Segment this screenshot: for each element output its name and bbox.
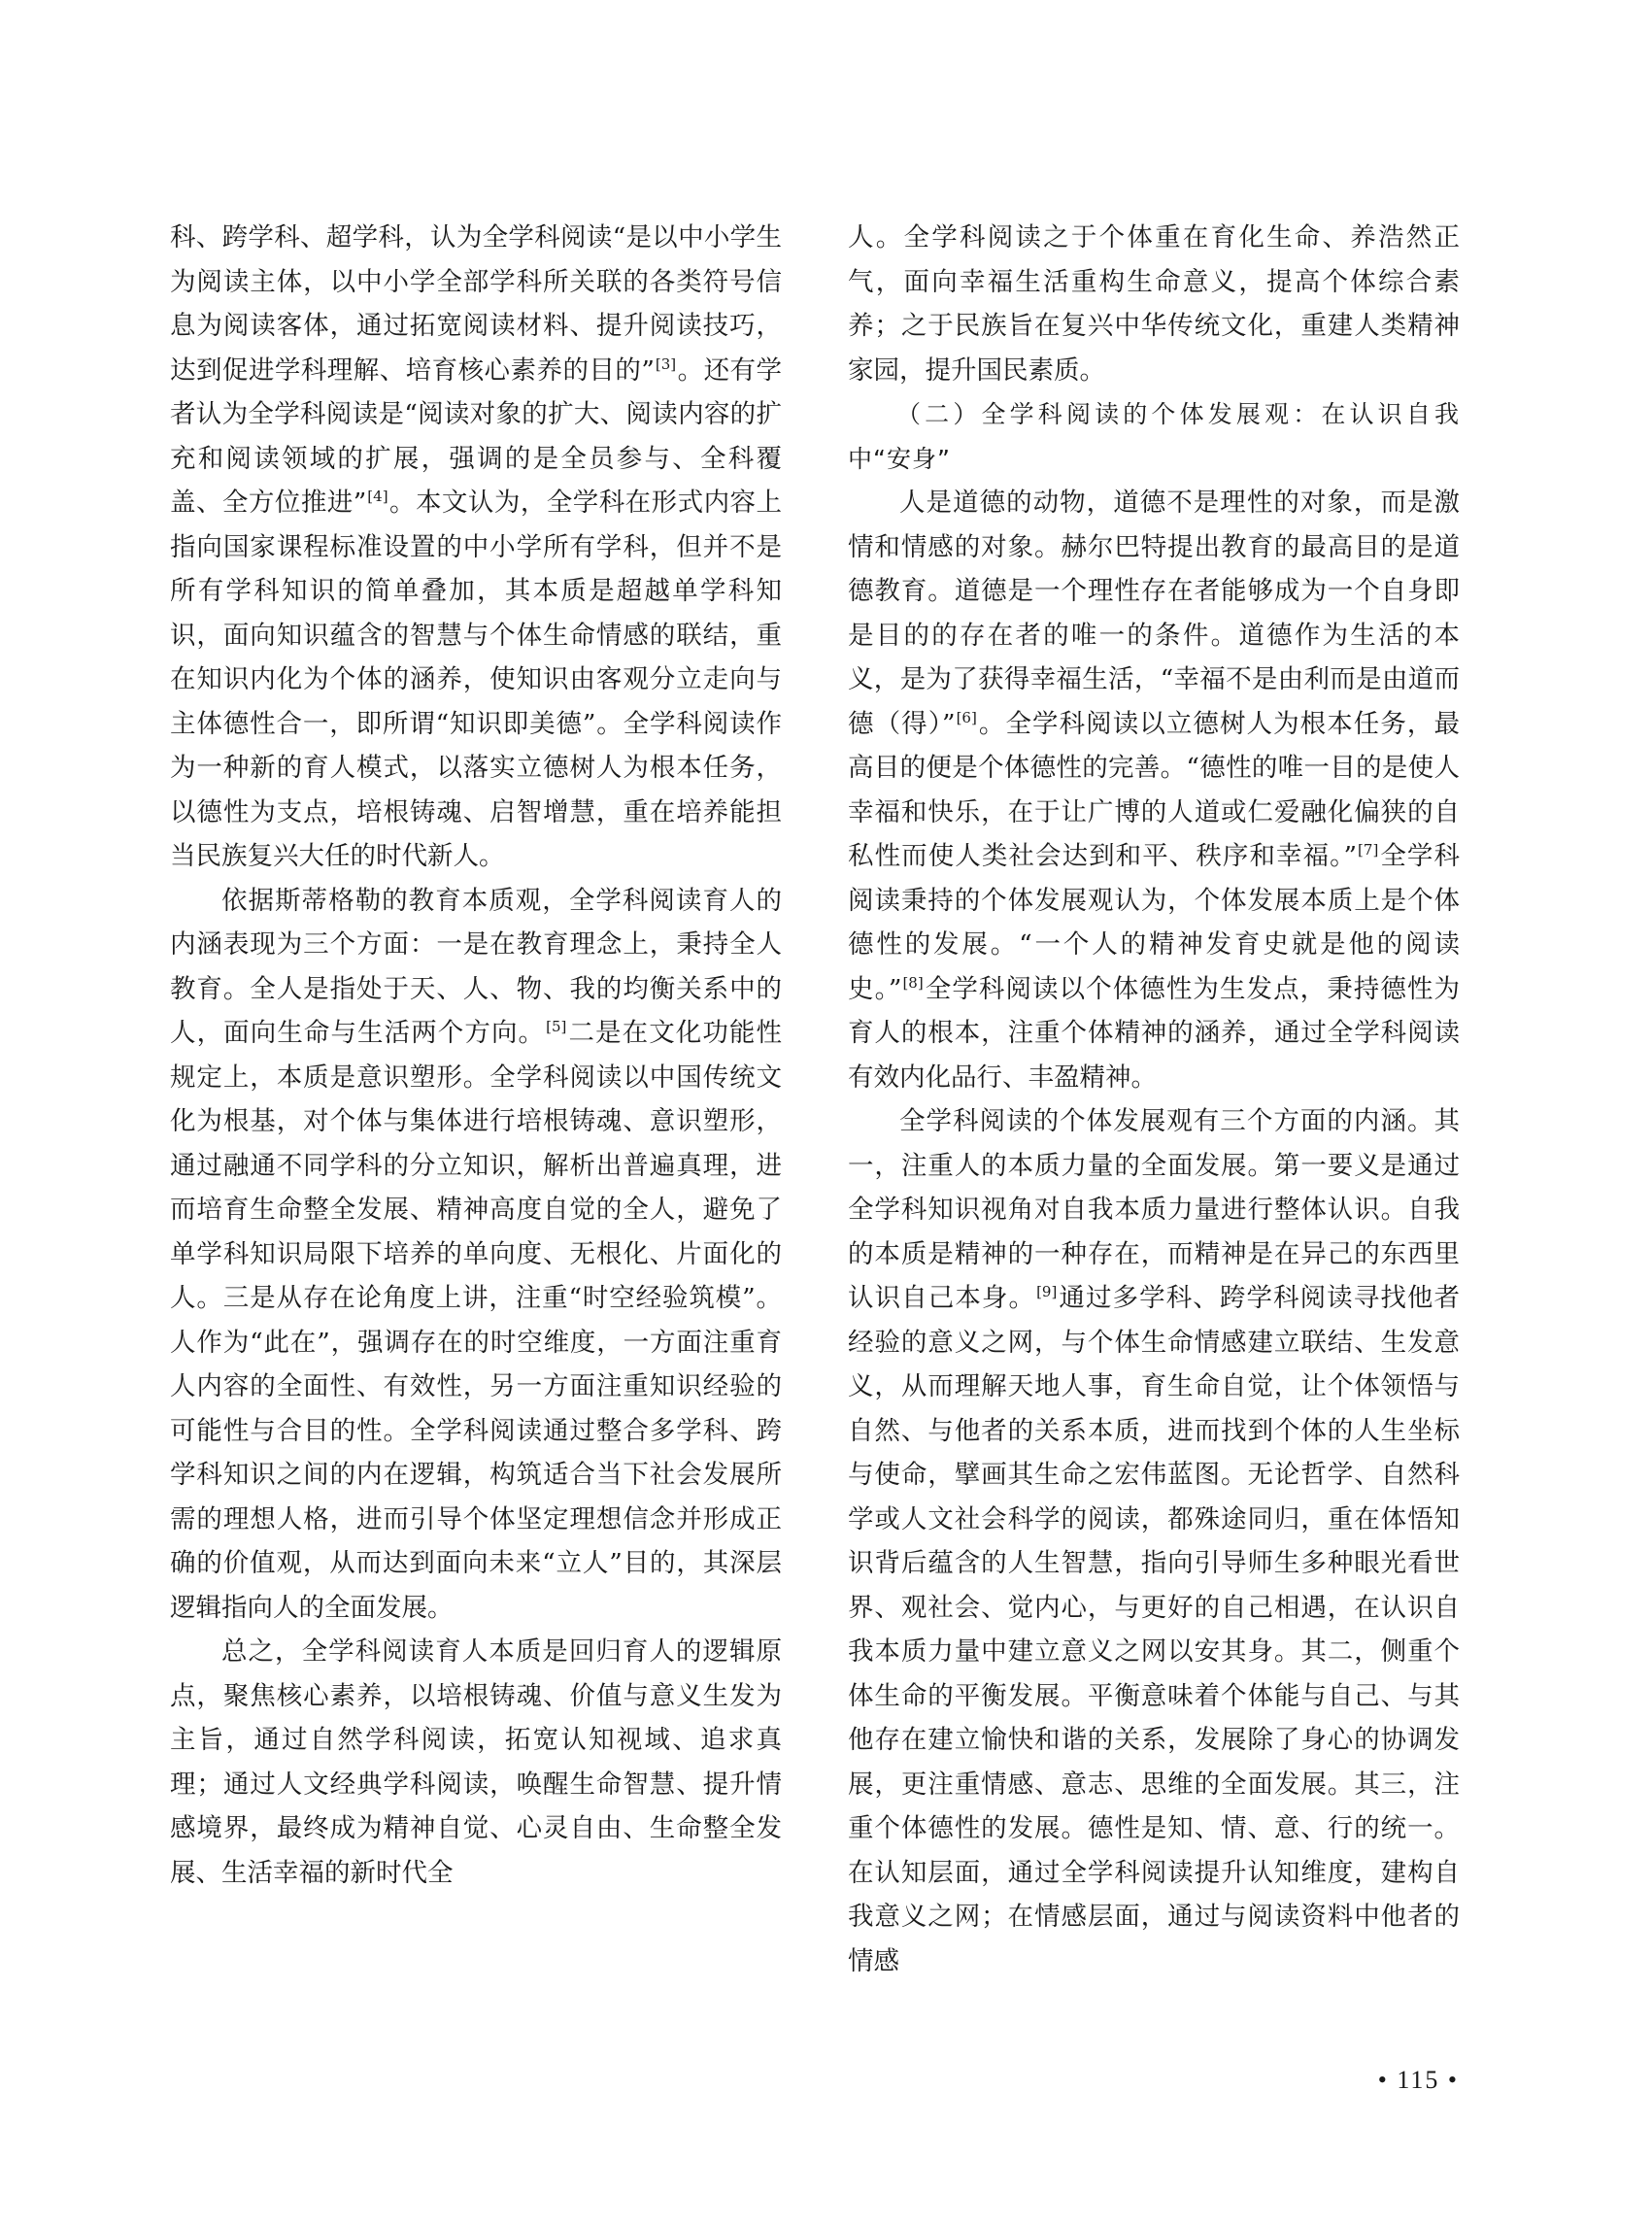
page-number: • 115 • xyxy=(1377,2066,1459,2094)
paragraph: 科、跨学科、超学科，认为全学科阅读“是以中小学生为阅读主体，以中小学全部学科所关联的各类符号信息为阅读客体，通过拓宽阅读材料、提升阅读技巧，达到促进学科理解、培育核心素养的目的”[3]。还有学者认为全学科阅读是“阅读对象的扩大、阅读内容的扩充和阅读领域的扩展，强调的是全员参与、全科覆盖、全方位推进”[4]。本文认为，全学科在形式内容上指向国家课程标准设置的中小学所有学科，但并不是所有学科知识的简单叠加，其本质是超越单学科知识，面向知识蕴含的智慧与个体生命情感的联结，重在知识内化为个体的涵养，使知识由客观分立走向与主体德性合一，即所谓“知识即美德”。全学科阅读作为一种新的育人模式，以落实立德树人为根本任务，以德性为支点，培根铸魂、启智增慧，重在培养能担当民族复兴大任的时代新人。 xyxy=(170,222,782,871)
citation-ref: [4] xyxy=(367,488,388,505)
paragraph: 全学科阅读的个体发展观有三个方面的内涵。其一，注重人的本质力量的全面发展。第一要义是通过全学科知识视角对自我本质力量进行整体认识。自我的本质是精神的一种存在，而精神是在异己的东西里认识自己本身。[9]通过多学科、跨学科阅读寻找他者经验的意义之网，与个体生命情感建立联结、生发意义，从而理解天地人事，育生命自觉，让个体领悟与自然、与他者的关系本质，进而找到个体的人生坐标与使命，擘画其生命之宏伟蓝图。无论哲学、自然科学或人文社会科学的阅读，都殊途同归，重在体悟知识背后蕴含的人生智慧，指向引导师生多种眼光看世界、观社会、觉内心，与更好的自己相遇，在认识自我本质力量中建立意义之网以安其身。其二，侧重个体生命的平衡发展。平衡意味着个体能与自己、与其他存在建立愉快和谐的关系，发展除了身心的协调发展，更注重情感、意志、思维的全面发展。其三，注重个体德性的发展。德性是知、情、意、行的统一。在认知层面，通过全学科阅读提升认知维度，建构自我意义之网；在情感层面，通过与阅读资料中他者的情感 xyxy=(848,1106,1461,1976)
paragraph: 依据斯蒂格勒的教育本质观，全学科阅读育人的内涵表现为三个方面：一是在教育理念上，秉持全人教育。全人是指处于天、人、物、我的均衡关系中的人，面向生命与生活两个方向。[5]二是在文化功能性规定上，本质是意识塑形。全学科阅读以中国传统文化为根基，对个体与集体进行培根铸魂、意识塑形，通过融通不同学科的分立知识，解析出普遍真理，进而培育生命整全发展、精神高度自觉的全人，避免了单学科知识局限下培养的单向度、无根化、片面化的人。三是从存在论角度上讲，注重“时空经验筑模”。人作为“此在”，强调存在的时空维度，一方面注重育人内容的全面性、有效性，另一方面注重知识经验的可能性与合目的性。全学科阅读通过整合多学科、跨学科知识之间的内在逻辑，构筑适合当下社会发展所需的理想人格，进而引导个体坚定理想信念并形成正确的价值观，从而达到面向未来“立人”目的，其深层逻辑指向人的全面发展。 xyxy=(170,885,783,1623)
citation-ref: [6] xyxy=(956,708,977,726)
citation-ref: [7] xyxy=(1358,841,1379,859)
paragraph: 人是道德的动物，道德不是理性的对象，而是激情和情感的对象。赫尔巴特提出教育的最高目的是道德教育。道德是一个理性存在者能够成为一个自身即是目的的存在者的唯一的条件。道德作为生活的本义，是为了获得幸福生活，“幸福不是由利而是由道而德（得）”[6]。全学科阅读以立德树人为根本任务，最高目的便是个体德性的完善。“德性的唯一目的是使人幸福和快乐，在于让广博的人道或仁爱融化偏狭的自私性而使人类社会达到和平、秩序和幸福。”[7]全学科阅读秉持的个体发展观认为，个体发展本质上是个体德性的发展。“一个人的精神发育史就是他的阅读史。”[8]全学科阅读以个体德性为生发点，秉持德性为育人的根本，注重个体精神的涵养，通过全学科阅读有效内化品行、丰盈精神。 xyxy=(848,488,1460,1093)
right-column xyxy=(848,216,1460,1983)
citation-ref: [5] xyxy=(546,1018,567,1035)
citation-ref: [8] xyxy=(902,973,924,992)
paragraph: 人。全学科阅读之于个体重在育化生命、养浩然正气，面向幸福生活重构生命意义，提高个体综合素养；之于民族旨在复兴中华传统文化，重建人类精神家园，提升国民素质。 xyxy=(848,222,1460,386)
citation-ref: [9] xyxy=(1036,1283,1058,1300)
section-heading: （二）全学科阅读的个体发展观：在认识自我中“安身” xyxy=(848,400,1460,473)
paragraph: 总之，全学科阅读育人本质是回归育人的逻辑原点，聚焦核心素养，以培根铸魂、价值与意义生发为主旨，通过自然学科阅读，拓宽认知视域、追求真理；通过人文经典学科阅读，唤醒生命智慧、提升情感境界，最终成为精神自觉、心灵自由、生命整全发展、生活幸福的新时代全 xyxy=(170,1636,782,1888)
citation-ref: [3] xyxy=(655,354,677,373)
left-column xyxy=(170,216,782,1895)
